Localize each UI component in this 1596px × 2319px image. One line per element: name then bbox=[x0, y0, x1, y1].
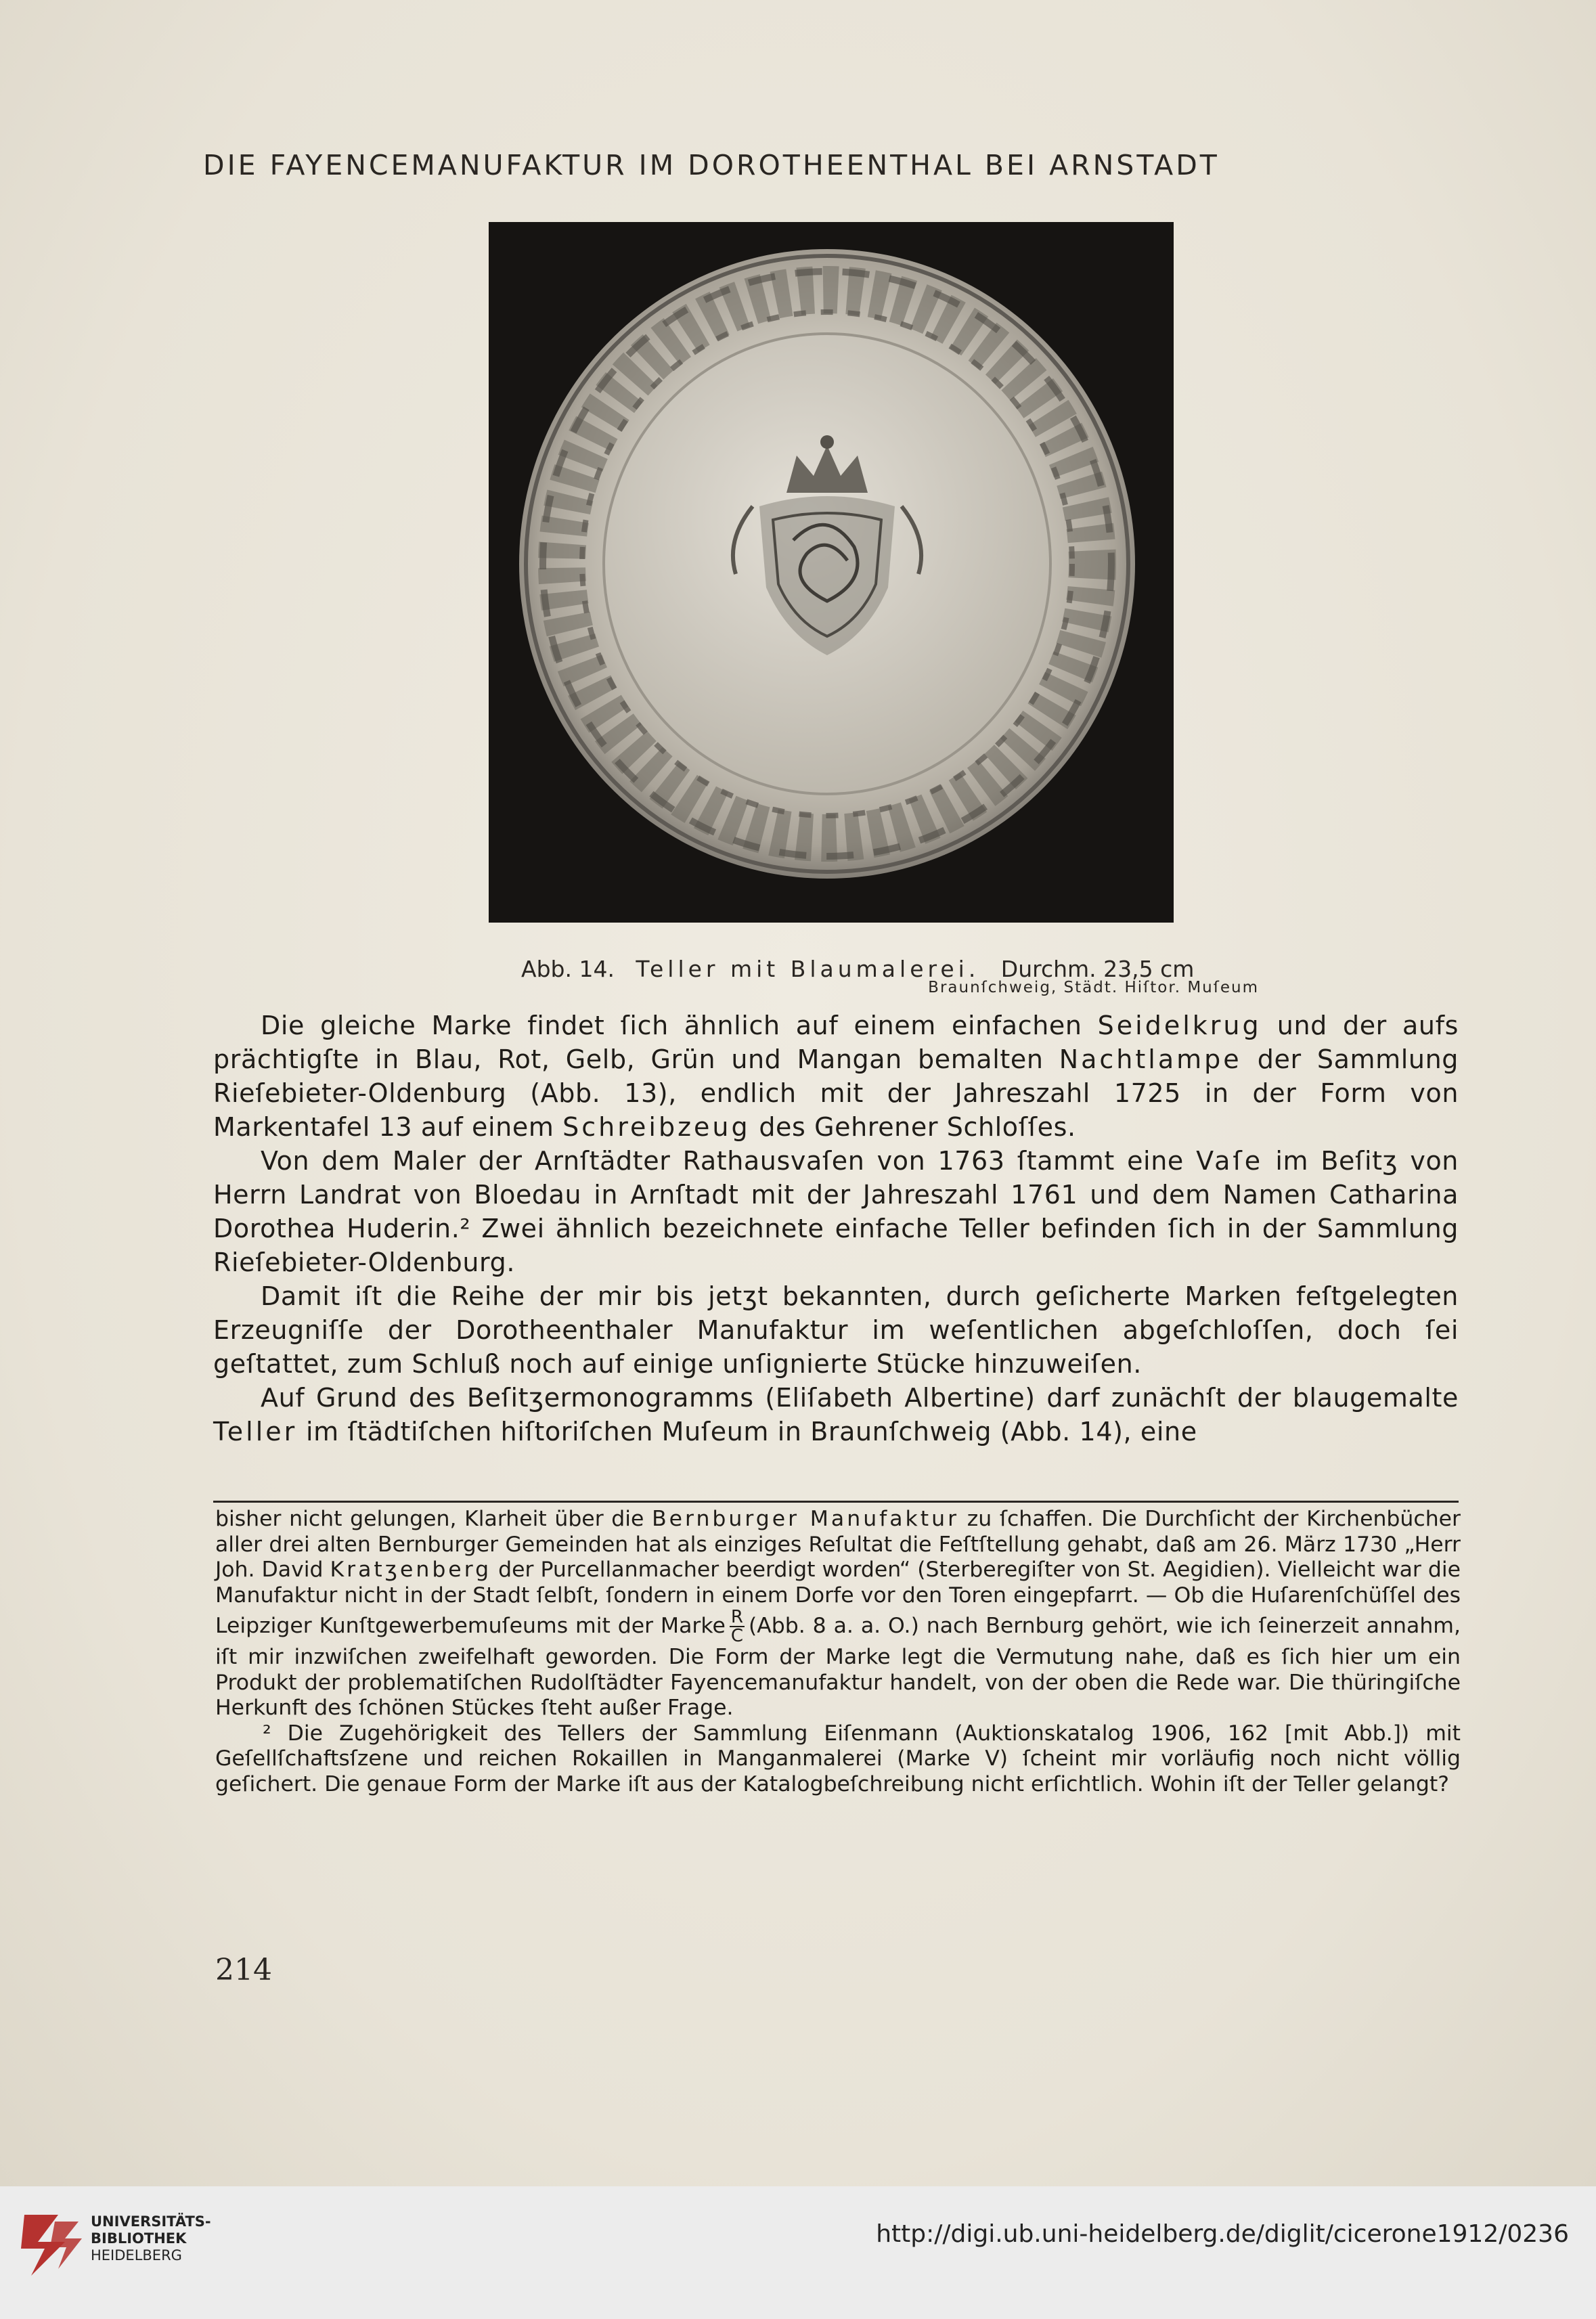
university-library-logo bbox=[18, 2208, 85, 2282]
caption-source: Braunſchweig, Städt. Hiſtor. Muſeum bbox=[928, 979, 1259, 996]
footnote-2: ² Die Zugehörigkeit des Tellers der Sammlung Eiſenmann (Auktionskatalog 1906, 162 [mit Abb.]) mit Geſellſchaftsſzene und reichen Rokaillen in Manganmalerei (Marke V) ſcheint mir vorläufig noch nicht völlig geſichert. Die genaue Form der Marke iſt aus der Katalogbeſchreibung nicht erſichtlich. Wohin iſt der Teller gelangt? bbox=[215, 1721, 1461, 1796]
page-number: 214 bbox=[215, 1953, 272, 1987]
body-text bbox=[213, 1009, 1459, 1449]
running-title: DIE FAYENCEMANUFAKTUR IM DOROTHEENTHAL BEI ARNSTADT bbox=[203, 149, 1220, 181]
footnotes bbox=[215, 1507, 1461, 1797]
paragraph-3: Damit iſt die Reihe der mir bis jetʒt bekannten, durch geſicherte Marken feſtgelegten Erzeugniſſe der Dorotheenthaler Manufaktur im weſentlichen abgeſchloſſen, doch ſei geſtattet, zum Schluß noch auf einige unſignierte Stücke hinzuweiſen. bbox=[213, 1281, 1459, 1379]
mark-fraction: $\frac{R}{C}$ bbox=[730, 1607, 743, 1646]
paragraph-2: Von dem Maler der Arnſtädter Rathausvaſen von 1763 ſtammt eine Vaſe im Beſitʒ von Herrn Landrat von Bloedau in Arnſtadt mit der Jahreszahl 1761 und dem Namen Catharina Dorothea Huderin.² Zwei ähnlich bezeichnete einfache Teller befinden ſich in der Sammlung Rieſebieter-Oldenburg. bbox=[213, 1146, 1459, 1277]
plate-photograph bbox=[489, 222, 1174, 923]
library-name: UNIVERSITÄTS- BIBLIOTHEK HEIDELBERG bbox=[91, 2213, 211, 2263]
caption-title: Teller mit Blaumalerei. bbox=[636, 956, 980, 982]
plate-image bbox=[489, 222, 1174, 923]
digitization-footer bbox=[0, 2186, 1596, 2319]
paragraph-1: Die gleiche Marke findet ſich ähnlich auf einem einfachen Seidelkrug und der aufs prächtigſte in Blau, Rot, Gelb, Grün und Mangan bemalten Nachtlampe der Sammlung Rieſebieter-Oldenburg (Abb. 13), endlich mit der Jahreszahl 1725 in der Form von Markentafel 13 auf einem Schreibzeug des Gehrener Schloſſes. bbox=[213, 1011, 1459, 1142]
caption-number: Abb. 14. bbox=[521, 956, 615, 982]
footnote-rule bbox=[213, 1501, 1459, 1503]
footnote-1: bisher nicht gelungen, Klarheit über die Bernburger Manufaktur zu ſchaffen. Die Durchſicht der Kirchenbücher aller drei alten Bernburger Gemeinden hat als einziges Reſultat die Feſtſtellung gehabt, daß am 26. März 1730 „Herr Joh. David Kratʒenberg der Purcellanmacher beerdigt worden“ (Sterberegiſter von St. Aegidien). Vielleicht war die Manufaktur nicht in der Stadt ſelbſt, ſondern in einem Dorfe vor den Toren eingepfarrt. — Ob die Huſarenſchüſſel des Leipziger Kunſtgewerbemuſeums mit der Marke $\frac{R}{C}$ (Abb. 8 a. a. O.) nach Bernburg gehört, wie ich ſeinerzeit annahm, iſt mir inzwiſchen zweifelhaft geworden. Die Form der Marke legt die Vermutung nahe, daß es ſich hier um ein Produkt der problematiſchen Rudolſtädter Fayencemanufaktur handelt, von der oben die Rede war. Die thüringiſche Herkunft des ſchönen Stückes ſteht außer Frage. bbox=[215, 1507, 1461, 1720]
source-url-link[interactable]: http://digi.ub.uni-heidelberg.de/diglit/cicerone1912/0236 bbox=[876, 2220, 1569, 2248]
caption-size: Durchm. 23,5 cm bbox=[1000, 956, 1195, 982]
paragraph-4: Auf Grund des Beſitʒermonogramms (Eliſabeth Albertine) darf zunächſt der blaugemalte Teller im ſtädtiſchen hiſtoriſchen Muſeum in Braunſchweig (Abb. 14), eine bbox=[213, 1383, 1459, 1446]
